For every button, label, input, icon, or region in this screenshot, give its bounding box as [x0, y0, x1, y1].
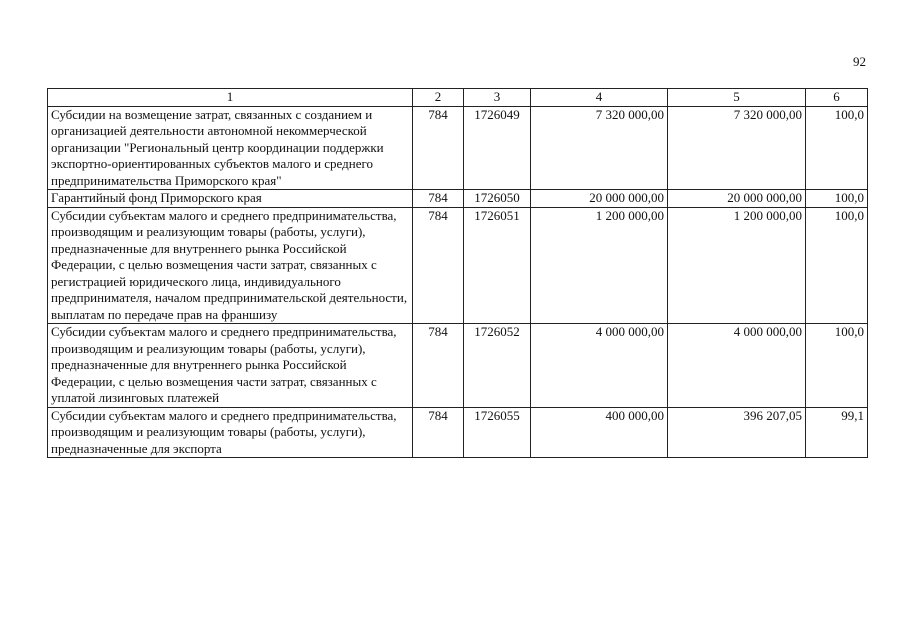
column-header-6: 6: [806, 89, 868, 107]
table-header-row: [48, 89, 868, 107]
row-target-code: 1726052: [464, 324, 531, 408]
row-fact-amount: 7 320 000,00: [668, 106, 806, 190]
column-header-4: 4: [531, 89, 668, 107]
row-dept-code: 784: [413, 190, 464, 208]
table-row: [48, 106, 868, 190]
row-dept-code: 784: [413, 207, 464, 324]
budget-table: [47, 88, 868, 458]
column-header-5: 5: [668, 89, 806, 107]
row-plan-amount: 400 000,00: [531, 407, 668, 458]
row-dept-code: 784: [413, 407, 464, 458]
row-target-code: 1726049: [464, 106, 531, 190]
row-dept-code: 784: [413, 106, 464, 190]
row-name: Субсидии субъектам малого и среднего предпринимательства, производящим и реализующим товары (работы, услуги), предназначенные для внутреннего рынка Российской Федерации, с целью возмещения части затрат, связанных с уплатой лизинговых платежей: [48, 324, 413, 408]
row-plan-amount: 1 200 000,00: [531, 207, 668, 324]
table-row: [48, 207, 868, 324]
row-name: Субсидии на возмещение затрат, связанных с созданием и организацией деятельности автономной некоммерческой организации "Региональный центр координации поддержки экспортно-ориентированных субъектов малого и среднего предпринимательства Приморского края": [48, 106, 413, 190]
row-plan-amount: 20 000 000,00: [531, 190, 668, 208]
row-fact-amount: 1 200 000,00: [668, 207, 806, 324]
row-name: Субсидии субъектам малого и среднего предпринимательства, производящим и реализующим товары (работы, услуги), предназначенные для экспорта: [48, 407, 413, 458]
row-percent: 100,0: [806, 324, 868, 408]
table-row: [48, 324, 868, 408]
row-percent: 100,0: [806, 190, 868, 208]
row-plan-amount: 4 000 000,00: [531, 324, 668, 408]
table-row: [48, 190, 868, 208]
row-percent: 100,0: [806, 207, 868, 324]
row-name: Субсидии субъектам малого и среднего предпринимательства, производящим и реализующим товары (работы, услуги), предназначенные для внутреннего рынка Российской Федерации, с целью возмещения части затрат, связанных с регистрацией юридического лица, индивидуального предпринимателя, началом предпринимательской деятельности, выплатам по передаче прав на франшизу: [48, 207, 413, 324]
table-row: [48, 407, 868, 458]
row-name: Гарантийный фонд Приморского края: [48, 190, 413, 208]
page-number: 92: [853, 54, 866, 69]
row-target-code: 1726050: [464, 190, 531, 208]
column-header-2: 2: [413, 89, 464, 107]
row-plan-amount: 7 320 000,00: [531, 106, 668, 190]
row-percent: 100,0: [806, 106, 868, 190]
row-target-code: 1726051: [464, 207, 531, 324]
row-dept-code: 784: [413, 324, 464, 408]
row-fact-amount: 20 000 000,00: [668, 190, 806, 208]
column-header-1: 1: [48, 89, 413, 107]
row-target-code: 1726055: [464, 407, 531, 458]
row-percent: 99,1: [806, 407, 868, 458]
row-fact-amount: 396 207,05: [668, 407, 806, 458]
row-fact-amount: 4 000 000,00: [668, 324, 806, 408]
column-header-3: 3: [464, 89, 531, 107]
